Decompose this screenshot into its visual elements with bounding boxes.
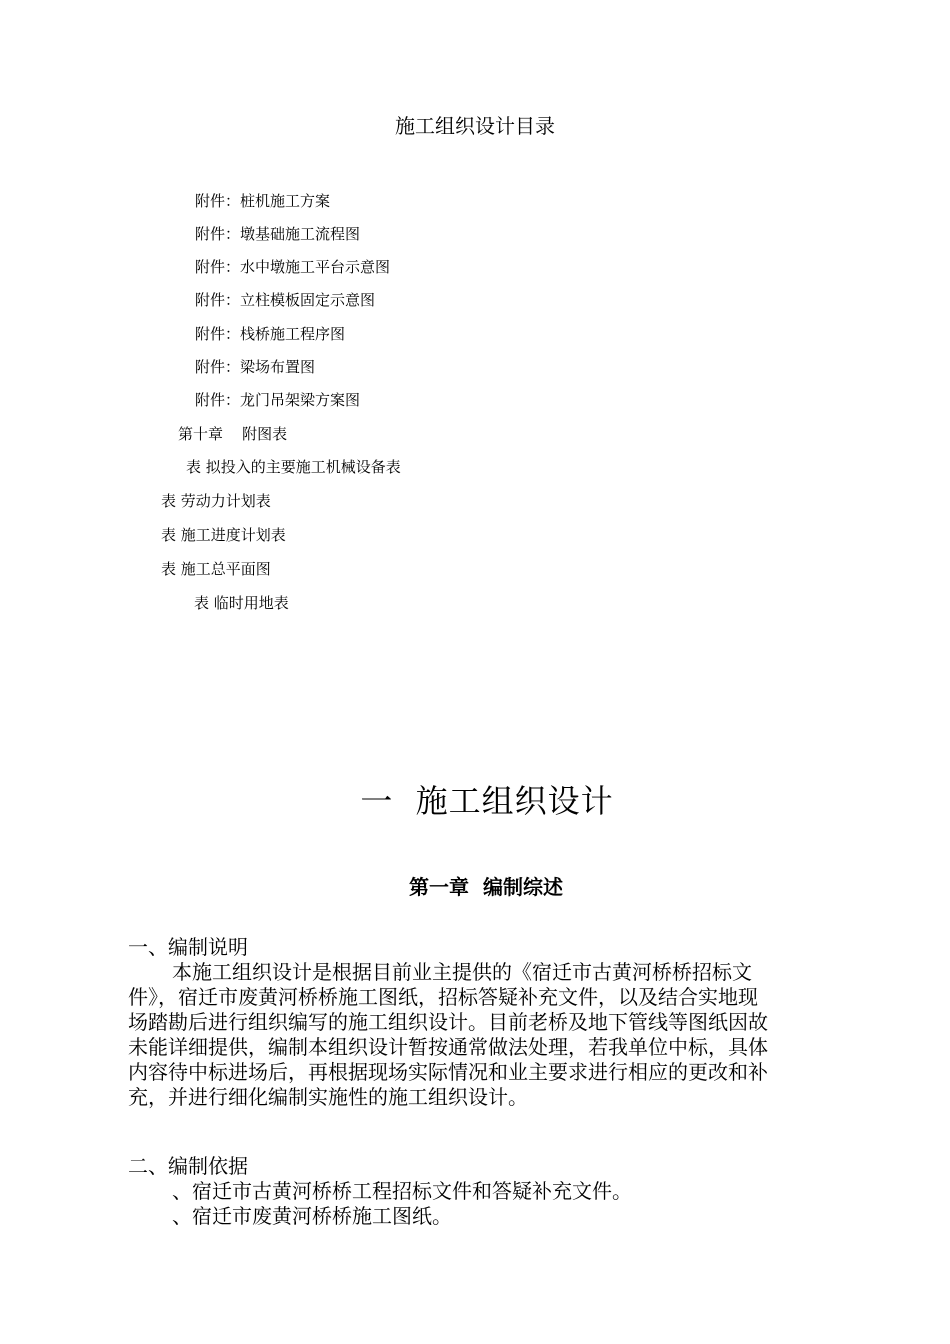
toc-title: 施工组织设计目录 — [395, 114, 555, 138]
toc-table-item: 表 施工总平面图 — [161, 560, 271, 578]
paragraph-line: 本施工组织设计是根据目前业主提供的《宿迁市古黄河桥桥招标文 — [172, 960, 752, 984]
paragraph-line: 内容待中标进场后，再根据现场实际情况和业主要求进行相应的更改和补 — [128, 1060, 768, 1084]
list-item: 、宿迁市古黄河桥桥工程招标文件和答疑补充文件。 — [172, 1179, 632, 1203]
toc-table-item: 表 拟投入的主要施工机械设备表 — [186, 458, 401, 476]
toc-item: 附件：梁场布置图 — [195, 358, 316, 376]
paragraph-line: 场踏勘后进行组织编写的施工组织设计。目前老桥及地下管线等图纸因故 — [128, 1010, 768, 1034]
toc-item: 附件：水中墩施工平台示意图 — [195, 258, 391, 276]
part-title: 一 施工组织设计 — [360, 782, 614, 820]
section-heading: 二、编制依据 — [128, 1154, 248, 1178]
toc-item: 附件：栈桥施工程序图 — [195, 325, 346, 343]
toc-table-item: 表 临时用地表 — [194, 594, 289, 612]
toc-table-item: 表 劳动力计划表 — [161, 492, 271, 510]
list-item: 、宿迁市废黄河桥桥施工图纸。 — [172, 1204, 452, 1228]
toc-chapter-item: 第十章 附图表 — [178, 425, 288, 443]
paragraph-line: 充，并进行细化编制实施性的施工组织设计。 — [128, 1085, 528, 1109]
toc-item: 附件：桩机施工方案 — [195, 192, 331, 210]
paragraph-line: 件》，宿迁市废黄河桥桥施工图纸，招标答疑补充文件，以及结合实地现 — [128, 985, 758, 1009]
toc-item: 附件：立柱模板固定示意图 — [195, 291, 376, 309]
section-heading: 一、编制说明 — [128, 935, 248, 959]
toc-item: 附件：墩基础施工流程图 — [195, 225, 361, 243]
toc-item: 附件：龙门吊架梁方案图 — [195, 391, 361, 409]
chapter-title: 第一章 编制综述 — [409, 875, 563, 899]
paragraph-line: 未能详细提供，编制本组织设计暂按通常做法处理，若我单位中标，具体 — [128, 1035, 768, 1059]
toc-table-item: 表 施工进度计划表 — [161, 526, 286, 544]
